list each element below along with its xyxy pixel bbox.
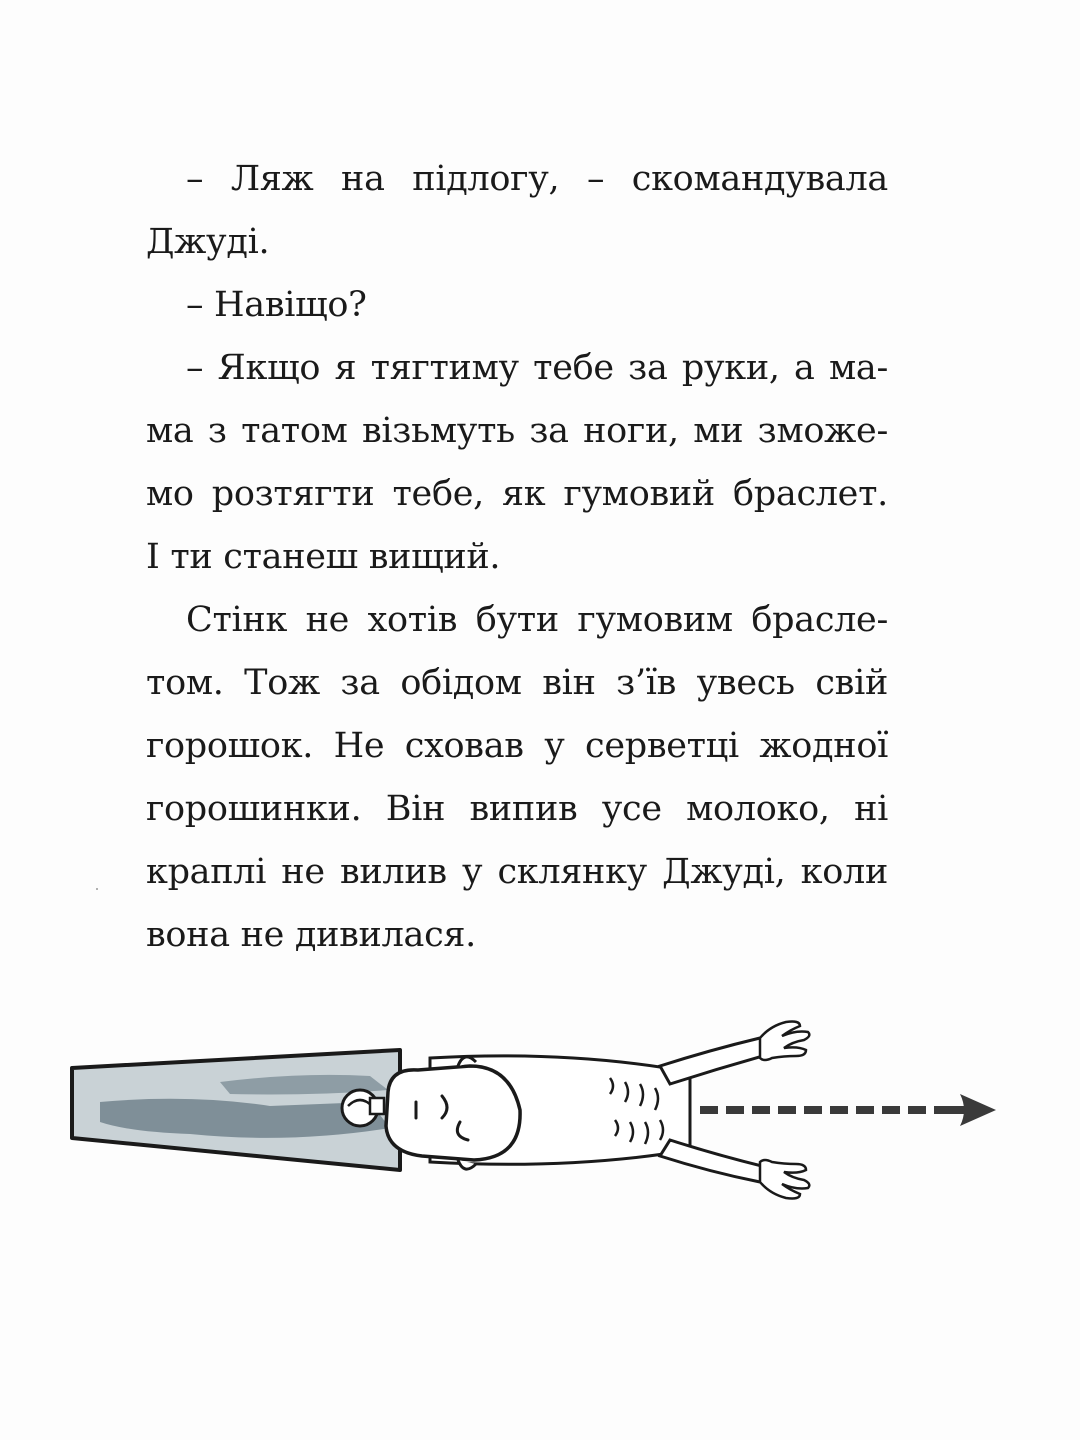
boy-arm-lower (660, 1140, 770, 1182)
text-line: том. Тож за обідом він з’їв увесь свій (146, 663, 888, 703)
text-line: вона не дивилася. (146, 915, 476, 955)
boy-arm-upper (660, 1038, 770, 1084)
print-speck (96, 888, 98, 890)
text-line: ма з татом візьмуть за ноги, ми зможе- (146, 411, 888, 451)
boy-hand-upper (760, 1022, 809, 1061)
text-line: горошинки. Він випив усе молоко, ні (146, 789, 888, 829)
text-line: І ти станеш вищий. (146, 537, 501, 577)
stretching-boy-illustration (70, 1010, 1010, 1210)
text-line: мо розтягти тебе, як гумовий браслет. (146, 474, 888, 514)
text-line: – Ляж на підлогу, – скомандувала (186, 159, 888, 199)
text-line: краплі не вилив у склянку Джуді, коли (146, 852, 888, 892)
dashed-arrow (700, 1094, 996, 1126)
text-line: Джуді. (146, 222, 270, 262)
boy-head (386, 1066, 520, 1160)
text-line: – Навіщо? (186, 285, 367, 325)
text-line: Стінк не хотів бути гумовим брасле- (186, 600, 888, 640)
boy-hand-lower (760, 1160, 809, 1199)
text-line: горошок. Не сховав у серветці жодної (146, 726, 888, 766)
story-text (146, 148, 888, 967)
text-line: – Якщо я тягтиму тебе за руки, а ма- (186, 348, 888, 388)
